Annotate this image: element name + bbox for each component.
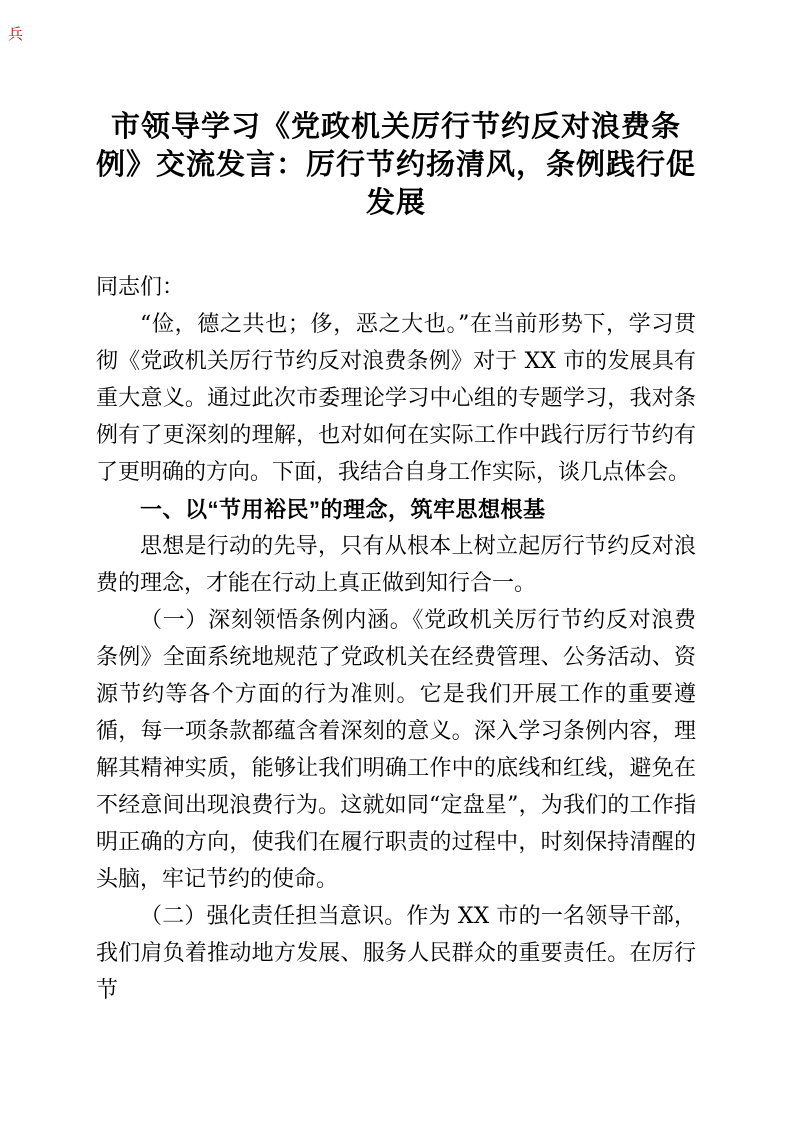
point-one-paragraph: （一）深刻领悟条例内涵。《党政机关厉行节约反对浪费条例》全面系统地规范了党政机关在经费管理、公务活动、资源节约等各个方面的行为准则。它是我们开展工作的重要遵循，每一项条款都蕴含着深刻的意义。深入学习条例内容，理解其精神实质，能够让我们明确工作中的底线和红线，避免在不经意间出现浪费行为。这就如同“定盘星”，为我们的工作指明正确的方向，使我们在履行职责的过程中，时刻保持清醒的头脑，牢记节约的使命。 (96, 608, 696, 892)
document-content (96, 0, 696, 1009)
section-one-heading: 一、以“节用裕民”的理念，筑牢思想根基 (140, 497, 546, 522)
page-title (96, 108, 696, 222)
document-body (96, 269, 696, 1009)
point-two-paragraph: （二）强化责任担当意识。作为 XX 市的一名领导干部，我们肩负着推动地方发展、服务人民群众的重要责任。在厉行节 (96, 904, 696, 1003)
stray-red-mark: 兵 (8, 26, 24, 43)
page-title-line-3: 发展 (365, 187, 426, 219)
salutation: 同志们： (96, 275, 185, 300)
page-title-line-2: 例》交流发言：厉行节约扬清风，条例践行促 (96, 149, 697, 181)
intro-paragraph: “俭，德之共也；侈，恶之大也。”在当前形势下，学习贯彻《党政机关厉行节约反对浪费条例》对于 XX 市的发展具有重大意义。通过此次市委理论学习中心组的专题学习，我对条例有了更深刻的理解，也对如何在实际工作中践行厉行节约有了更明确的方向。下面，我结合自身工作实际，谈几点体会。 (96, 312, 696, 485)
page-title-line-1: 市领导学习《党政机关厉行节约反对浪费条 (110, 111, 681, 143)
section-one-intro-paragraph: 思想是行动的先导，只有从根本上树立起厉行节约反对浪费的理念，才能在行动上真正做到知行合一。 (96, 534, 696, 596)
